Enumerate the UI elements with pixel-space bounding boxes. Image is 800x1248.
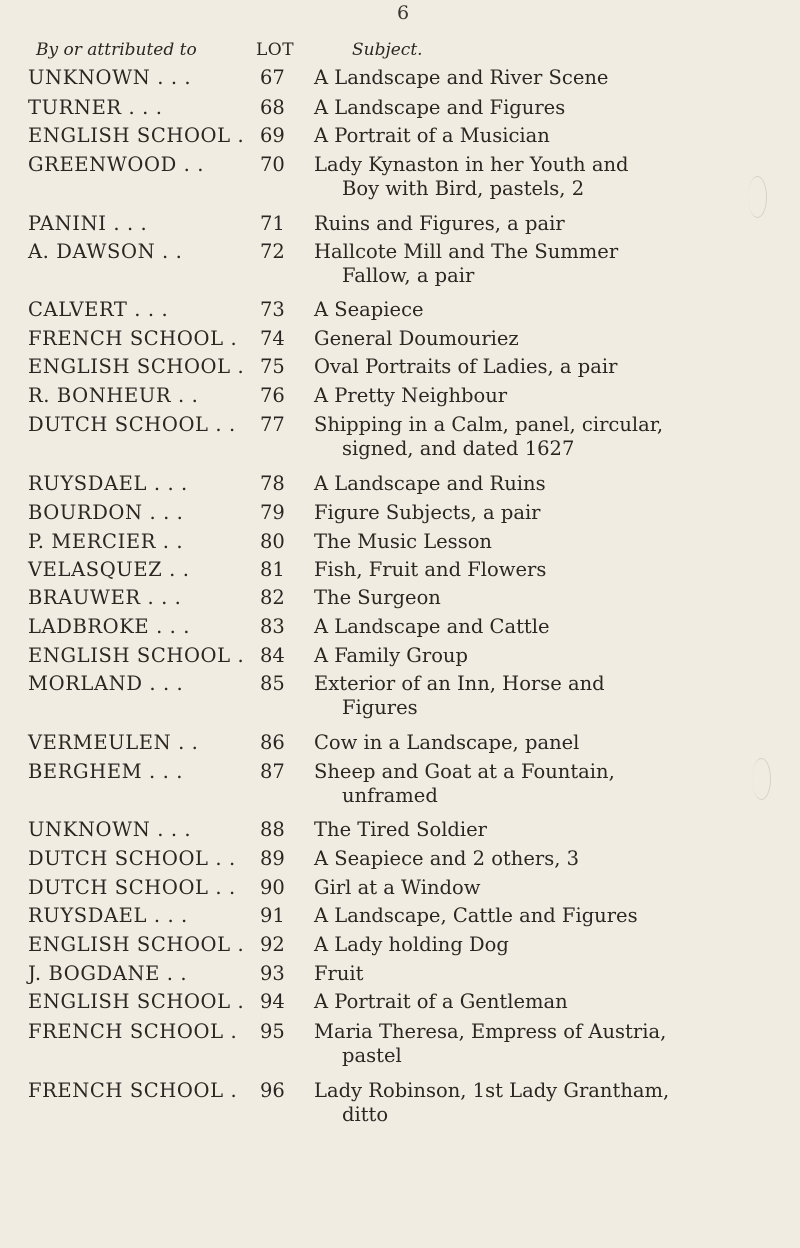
subject-line: Figure Subjects, a pair (314, 501, 541, 524)
subject-line: A Seapiece and 2 others, 3 (314, 847, 580, 870)
lot-number: 76 (260, 384, 285, 407)
lot-number: 79 (260, 501, 285, 524)
artist-name: TURNER . . . (28, 96, 163, 119)
subject-continuation: pastel (342, 1044, 402, 1067)
artist-name: A. DAWSON . . (28, 240, 183, 263)
subject-line: A Portrait of a Gentleman (314, 990, 568, 1013)
subject-text (314, 962, 784, 986)
subject-line: A Family Group (314, 644, 468, 667)
subject-text (314, 240, 784, 288)
subject-line: Oval Portraits of Ladies, a pair (314, 355, 618, 378)
subject-line: Girl at a Window (314, 876, 481, 899)
artist-name: DUTCH SCHOOL . . (28, 847, 236, 870)
margin-mark (748, 176, 767, 218)
artist-name: RUYSDAEL . . . (28, 904, 188, 927)
artist-name: BOURDON . . . (28, 501, 184, 524)
subject-line: Fruit (314, 962, 364, 985)
artist-name: GREENWOOD . . (28, 153, 205, 176)
lot-number: 68 (260, 96, 285, 119)
subject-text (314, 1020, 784, 1068)
subject-continuation: ditto (342, 1103, 389, 1126)
column-header-artist: By or attributed to (36, 40, 197, 60)
subject-text (314, 731, 784, 755)
subject-text (314, 933, 784, 957)
subject-text (314, 153, 784, 201)
subject-line: Lady Kynaston in her Youth and (314, 153, 629, 176)
subject-line: The Music Lesson (314, 530, 492, 553)
lot-number: 69 (260, 124, 285, 147)
lot-number: 74 (260, 327, 285, 350)
artist-name: BRAUWER . . . (28, 586, 182, 609)
subject-continuation: unframed (342, 784, 438, 807)
subject-text (314, 355, 784, 379)
subject-text (314, 876, 784, 900)
lot-number: 81 (260, 558, 285, 581)
lot-number: 82 (260, 586, 285, 609)
lot-number: 92 (260, 933, 285, 956)
artist-name: ENGLISH SCHOOL . (28, 124, 245, 147)
subject-line: A Seapiece (314, 298, 424, 321)
subject-continuation: Boy with Bird, pastels, 2 (342, 177, 585, 200)
lot-number: 67 (260, 66, 285, 89)
subject-line: A Landscape and Figures (314, 96, 566, 119)
artist-name: LADBROKE . . . (28, 615, 191, 638)
lot-number: 78 (260, 472, 285, 495)
artist-name: FRENCH SCHOOL . (28, 1020, 238, 1043)
subject-continuation: Figures (342, 696, 418, 719)
lot-number: 96 (260, 1079, 285, 1102)
lot-number: 86 (260, 731, 285, 754)
subject-text (314, 586, 784, 610)
lot-number: 90 (260, 876, 285, 899)
subject-text (314, 212, 784, 236)
subject-line: Exterior of an Inn, Horse and (314, 672, 605, 695)
subject-text (314, 96, 784, 120)
subject-text (314, 990, 784, 1014)
subject-line: The Surgeon (314, 586, 441, 609)
artist-name: VELASQUEZ . . (28, 558, 190, 581)
artist-name: ENGLISH SCHOOL . (28, 933, 245, 956)
subject-line: Fish, Fruit and Flowers (314, 558, 547, 581)
subject-line: Maria Theresa, Empress of Austria, (314, 1020, 667, 1043)
subject-line: A Landscape and Cattle (314, 615, 550, 638)
subject-text (314, 327, 784, 351)
margin-mark (752, 758, 771, 800)
subject-text (314, 124, 784, 148)
subject-text (314, 818, 784, 842)
lot-number: 89 (260, 847, 285, 870)
subject-continuation: signed, and dated 1627 (342, 437, 575, 460)
column-header-subject: Subject. (352, 40, 423, 60)
artist-name: DUTCH SCHOOL . . (28, 413, 236, 436)
subject-line: General Doumouriez (314, 327, 519, 350)
lot-number: 91 (260, 904, 285, 927)
subject-text (314, 413, 784, 461)
subject-line: Ruins and Figures, a pair (314, 212, 565, 235)
subject-line: The Tired Soldier (314, 818, 488, 841)
artist-name: R. BONHEUR . . (28, 384, 199, 407)
lot-number: 95 (260, 1020, 285, 1043)
lot-number: 93 (260, 962, 285, 985)
artist-name: BERGHEM . . . (28, 760, 184, 783)
lot-number: 71 (260, 212, 285, 235)
lot-number: 70 (260, 153, 285, 176)
subject-text (314, 501, 784, 525)
artist-name: FRENCH SCHOOL . (28, 327, 238, 350)
subject-line: Shipping in a Calm, panel, circular, (314, 413, 664, 436)
subject-text (314, 384, 784, 408)
subject-continuation: Fallow, a pair (342, 264, 475, 287)
lot-number: 85 (260, 672, 285, 695)
artist-name: P. MERCIER . . (28, 530, 184, 553)
artist-name: RUYSDAEL . . . (28, 472, 188, 495)
column-header-lot: LOT (256, 40, 295, 60)
artist-name: MORLAND . . . (28, 672, 184, 695)
artist-name: PANINI . . . (28, 212, 148, 235)
subject-text (314, 904, 784, 928)
lot-number: 84 (260, 644, 285, 667)
subject-text (314, 760, 784, 808)
lot-number: 94 (260, 990, 285, 1013)
subject-line: A Pretty Neighbour (314, 384, 508, 407)
artist-name: CALVERT . . . (28, 298, 169, 321)
lot-number: 73 (260, 298, 285, 321)
subject-text (314, 615, 784, 639)
lot-number: 77 (260, 413, 285, 436)
subject-line: A Landscape, Cattle and Figures (314, 904, 638, 927)
artist-name: DUTCH SCHOOL . . (28, 876, 236, 899)
subject-line: A Portrait of a Musician (314, 124, 550, 147)
artist-name: UNKNOWN . . . (28, 66, 192, 89)
subject-line: Hallcote Mill and The Summer (314, 240, 619, 263)
subject-text (314, 298, 784, 322)
page-number: 6 (397, 2, 410, 24)
subject-line: Sheep and Goat at a Fountain, (314, 760, 615, 783)
artist-name: ENGLISH SCHOOL . (28, 990, 245, 1013)
lot-number: 75 (260, 355, 285, 378)
lot-number: 72 (260, 240, 285, 263)
artist-name: VERMEULEN . . (28, 731, 199, 754)
lot-number: 88 (260, 818, 285, 841)
subject-text (314, 530, 784, 554)
lot-number: 83 (260, 615, 285, 638)
artist-name: UNKNOWN . . . (28, 818, 192, 841)
artist-name: FRENCH SCHOOL . (28, 1079, 238, 1102)
artist-name: ENGLISH SCHOOL . (28, 355, 245, 378)
artist-name: ENGLISH SCHOOL . (28, 644, 245, 667)
subject-text (314, 847, 784, 871)
subject-text (314, 644, 784, 668)
subject-line: Cow in a Landscape, panel (314, 731, 580, 754)
lot-number: 87 (260, 760, 285, 783)
subject-text (314, 472, 784, 496)
subject-text (314, 558, 784, 582)
subject-text (314, 66, 784, 90)
subject-text (314, 672, 784, 720)
lot-number: 80 (260, 530, 285, 553)
subject-line: A Landscape and River Scene (314, 66, 609, 89)
subject-text (314, 1079, 784, 1127)
subject-line: Lady Robinson, 1st Lady Grantham, (314, 1079, 670, 1102)
subject-line: A Landscape and Ruins (314, 472, 546, 495)
artist-name: J. BOGDANE . . (28, 962, 188, 985)
subject-line: A Lady holding Dog (314, 933, 509, 956)
